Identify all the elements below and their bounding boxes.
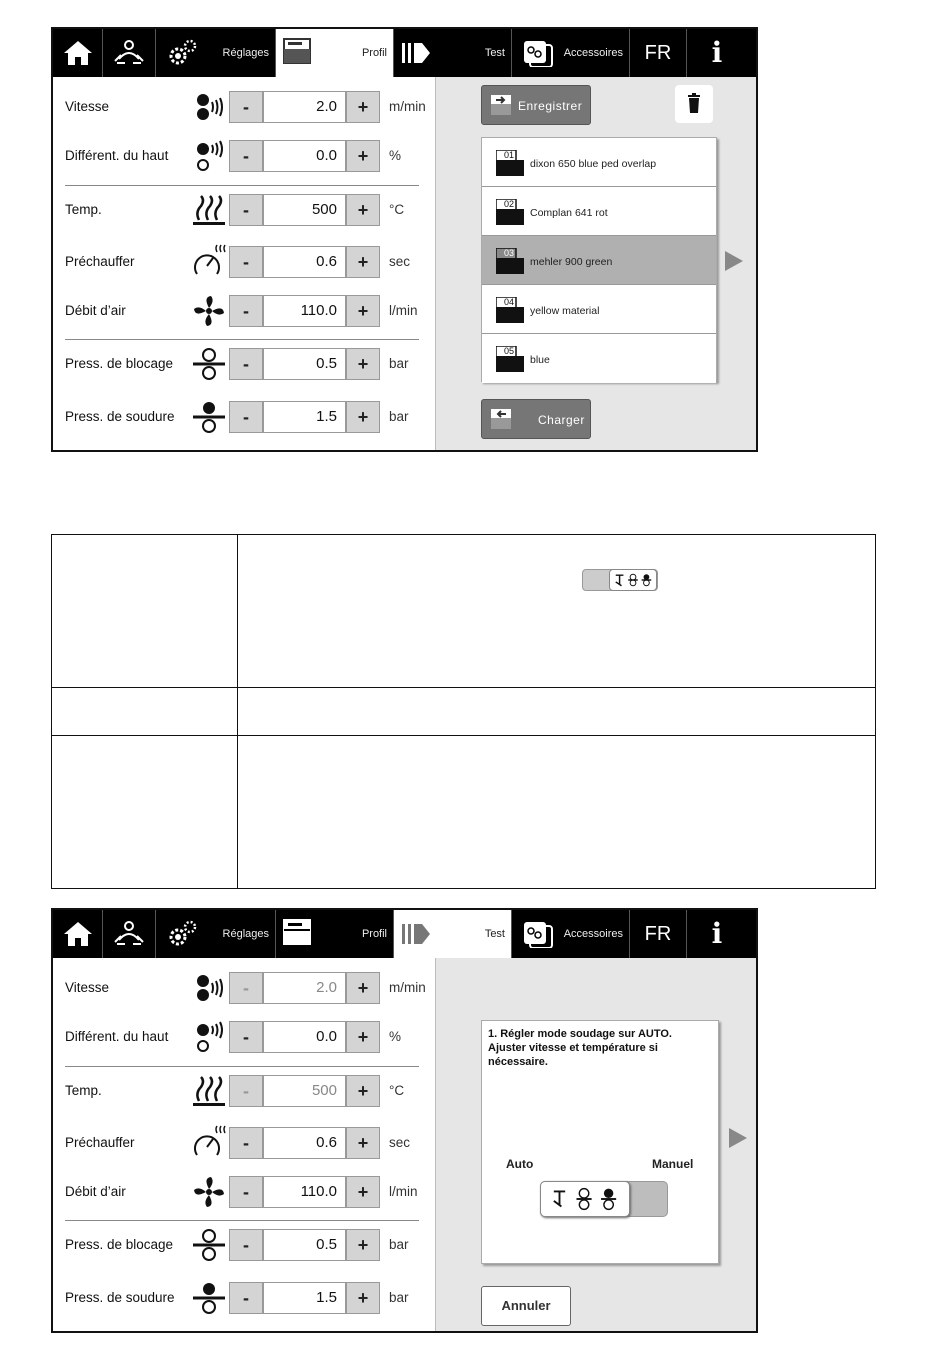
param-value-input[interactable]: 0.5 [263,348,346,380]
param-value-input[interactable]: 1.5 [263,401,346,433]
decrement-button[interactable]: - [229,140,263,172]
tab-profile-label: Profil [361,928,387,940]
param-unit: % [389,1029,402,1044]
language-selector[interactable]: FR [630,910,687,958]
param-value-input[interactable]: 110.0 [263,295,346,327]
profile-item[interactable] [482,334,716,383]
tab-test[interactable] [394,29,512,77]
param-label: Press. de soudure [65,1290,175,1305]
param-row-press-blocage [53,1227,436,1263]
weld-pressure-icon [191,1280,227,1316]
param-value-input[interactable]: 110.0 [263,1176,346,1208]
speed-icon [191,970,227,1006]
test-run-icon [400,39,432,67]
decrement-button[interactable]: - [229,1176,263,1208]
increment-button[interactable]: + [346,1282,380,1314]
param-value-input[interactable]: 2.0 [263,91,346,123]
auto-label: Auto [506,1157,534,1171]
fan-icon [191,1174,227,1210]
decrement-button[interactable]: - [229,1282,263,1314]
divider [65,1066,419,1067]
tab-profile-label: Profil [361,47,387,59]
decrement-button[interactable]: - [229,91,263,123]
decrement-button[interactable]: - [229,246,263,278]
param-label: Différent. du haut [65,1029,169,1044]
folder-icon [282,37,314,65]
increment-button[interactable]: + [346,91,380,123]
param-unit: °C [389,202,405,217]
weld-mode-icons [610,570,656,590]
accessories-icon [522,39,554,67]
top-nav-bar [53,29,756,77]
param-unit: bar [389,1290,409,1305]
param-label: Débit d’air [65,1184,126,1199]
heat-icon [191,1073,227,1109]
decrement-button[interactable]: - [229,1127,263,1159]
increment-button[interactable]: + [346,194,380,226]
description-table [51,534,876,889]
divider [65,185,419,186]
load-label: Charger [538,413,585,427]
profile-name: yellow material [530,305,600,317]
instruction-text: 1. Régler mode soudage sur AUTO. Ajuster vitesse et température si nécessaire. [488,1028,672,1068]
param-value-input[interactable]: 1.5 [263,1282,346,1314]
decrement-button[interactable]: - [229,1229,263,1261]
param-label: Press. de blocage [65,356,174,371]
tab-settings-label: Réglages [222,928,269,940]
gears-icon [166,39,198,67]
decrement-button[interactable]: - [229,972,263,1004]
save-label: Enregistrer [518,99,583,113]
param-unit: sec [389,254,411,269]
parameter-panel [53,77,436,450]
decrement-button[interactable]: - [229,194,263,226]
clamp-pressure-icon [191,346,227,382]
gears-icon [166,920,198,948]
table-row-divider [52,687,875,688]
folder-icon [282,918,314,946]
arrow-right-icon[interactable] [729,1128,747,1148]
profile-number: 02 [504,199,515,209]
tab-settings[interactable] [156,910,276,958]
home-icon [62,39,94,67]
param-label: Temp. [65,202,102,217]
param-value-input[interactable]: 500 [263,194,346,226]
test-screen [51,908,758,1333]
preheat-icon [191,1125,227,1161]
param-row-prechauffer [53,244,436,280]
increment-button[interactable]: + [346,1229,380,1261]
users-icon [113,39,145,67]
tab-settings-label: Réglages [222,47,269,59]
param-unit: m/min [389,99,426,114]
param-label: Débit d’air [65,303,126,318]
profile-name: mehler 900 green [530,256,613,268]
info-button[interactable]: i [711,917,723,950]
param-label: Préchauffer [65,1135,135,1150]
top-difference-icon [191,1019,227,1055]
decrement-button[interactable]: - [229,295,263,327]
tab-test-label: Test [484,928,505,940]
param-label: Press. de blocage [65,1237,174,1252]
trash-icon [675,85,713,123]
param-label: Temp. [65,1083,102,1098]
tab-profile[interactable] [276,910,394,958]
profile-item[interactable] [482,138,716,187]
fan-icon [191,293,227,329]
param-row-temp [53,192,436,228]
divider [65,1220,419,1221]
param-label: Préchauffer [65,254,135,269]
test-panel [437,958,756,1331]
param-value-input[interactable]: 500 [263,1075,346,1107]
clamp-pressure-icon [191,1227,227,1263]
profile-number: 01 [504,150,515,160]
param-value-input[interactable]: 0.6 [263,246,346,278]
test-run-icon [400,920,432,948]
param-row-prechauffer [53,1125,436,1161]
param-unit: bar [389,409,409,424]
parameter-panel [53,958,436,1331]
param-unit: % [389,148,402,163]
param-value-input[interactable]: 2.0 [263,972,346,1004]
param-value-input[interactable]: 0.6 [263,1127,346,1159]
param-unit: sec [389,1135,411,1150]
param-value-input[interactable]: 0.0 [263,1021,346,1053]
tab-accessories[interactable] [512,910,630,958]
tab-home[interactable] [53,910,103,958]
increment-button[interactable]: + [346,348,380,380]
profile-number: 03 [504,248,515,258]
param-row-vitesse [53,89,436,125]
increment-button[interactable]: + [346,246,380,278]
param-value-input[interactable]: 0.0 [263,140,346,172]
accessories-icon [522,920,554,948]
param-row-different-haut [53,138,436,174]
param-label: Différent. du haut [65,148,169,163]
profile-panel [437,77,756,450]
param-label: Vitesse [65,980,110,995]
toggle-knob [609,569,657,591]
param-row-press-soudure [53,1280,436,1316]
param-row-press-soudure [53,399,436,435]
mode-toggle-thumbnail [582,569,658,591]
param-label: Press. de soudure [65,409,175,424]
profile-name: dixon 650 blue ped overlap [530,158,657,170]
cancel-button[interactable]: Annuler [481,1286,571,1326]
tab-accessories-label: Accessoires [563,47,623,59]
save-icon [490,94,512,116]
load-button[interactable] [481,399,591,439]
profile-number: 04 [504,297,515,307]
users-icon [113,920,145,948]
manuel-label: Manuel [652,1157,694,1171]
weld-mode-icons [541,1182,629,1216]
profile-name: blue [530,354,550,366]
profile-number: 05 [504,346,515,356]
arrow-right-icon[interactable] [725,251,743,271]
tab-home[interactable] [53,29,103,77]
increment-button[interactable]: + [346,140,380,172]
profile-item[interactable] [482,187,716,236]
param-row-press-blocage [53,346,436,382]
increment-button[interactable]: + [346,1127,380,1159]
decrement-button[interactable]: - [229,401,263,433]
param-unit: l/min [389,303,418,318]
profile-screen [51,27,758,452]
tab-test[interactable] [394,910,512,958]
speed-icon [191,89,227,125]
decrement-button[interactable]: - [229,1021,263,1053]
tab-users[interactable] [103,910,156,958]
increment-button[interactable]: + [346,1021,380,1053]
param-unit: bar [389,1237,409,1252]
param-row-debit-air [53,1174,436,1210]
tab-settings[interactable] [156,29,276,77]
home-icon [62,920,94,948]
increment-button[interactable]: + [346,1075,380,1107]
tab-profile[interactable] [276,29,394,77]
instruction-card [481,1020,719,1264]
top-difference-icon [191,138,227,174]
table-column-divider [237,535,238,888]
param-unit: m/min [389,980,426,995]
tab-accessories-label: Accessoires [563,928,623,940]
profile-name: Complan 641 rot [530,207,608,219]
param-row-debit-air [53,293,436,329]
profile-item[interactable] [482,285,716,334]
info-button[interactable]: i [711,36,723,69]
weld-mode-toggle[interactable] [540,1181,668,1217]
tab-users[interactable] [103,29,156,77]
tab-accessories[interactable] [512,29,630,77]
delete-button[interactable] [675,85,713,123]
param-row-temp [53,1073,436,1109]
heat-icon [191,192,227,228]
profile-list [481,137,717,382]
param-unit: l/min [389,1184,418,1199]
tab-test-label: Test [484,47,505,59]
param-label: Vitesse [65,99,110,114]
increment-button[interactable]: + [346,1176,380,1208]
divider [65,339,419,340]
profile-item-selected[interactable] [482,236,716,285]
increment-button[interactable]: + [346,972,380,1004]
preheat-icon [191,244,227,280]
param-row-different-haut [53,1019,436,1055]
param-value-input[interactable]: 0.5 [263,1229,346,1261]
param-unit: °C [389,1083,405,1098]
param-row-vitesse [53,970,436,1006]
decrement-button[interactable]: - [229,1075,263,1107]
increment-button[interactable]: + [346,401,380,433]
load-icon [490,408,512,430]
table-row-divider [52,735,875,736]
decrement-button[interactable]: - [229,348,263,380]
weld-pressure-icon [191,399,227,435]
save-button[interactable] [481,85,591,125]
language-selector[interactable]: FR [630,29,687,77]
param-unit: bar [389,356,409,371]
increment-button[interactable]: + [346,295,380,327]
toggle-knob[interactable] [540,1181,630,1217]
top-nav-bar [53,910,756,958]
